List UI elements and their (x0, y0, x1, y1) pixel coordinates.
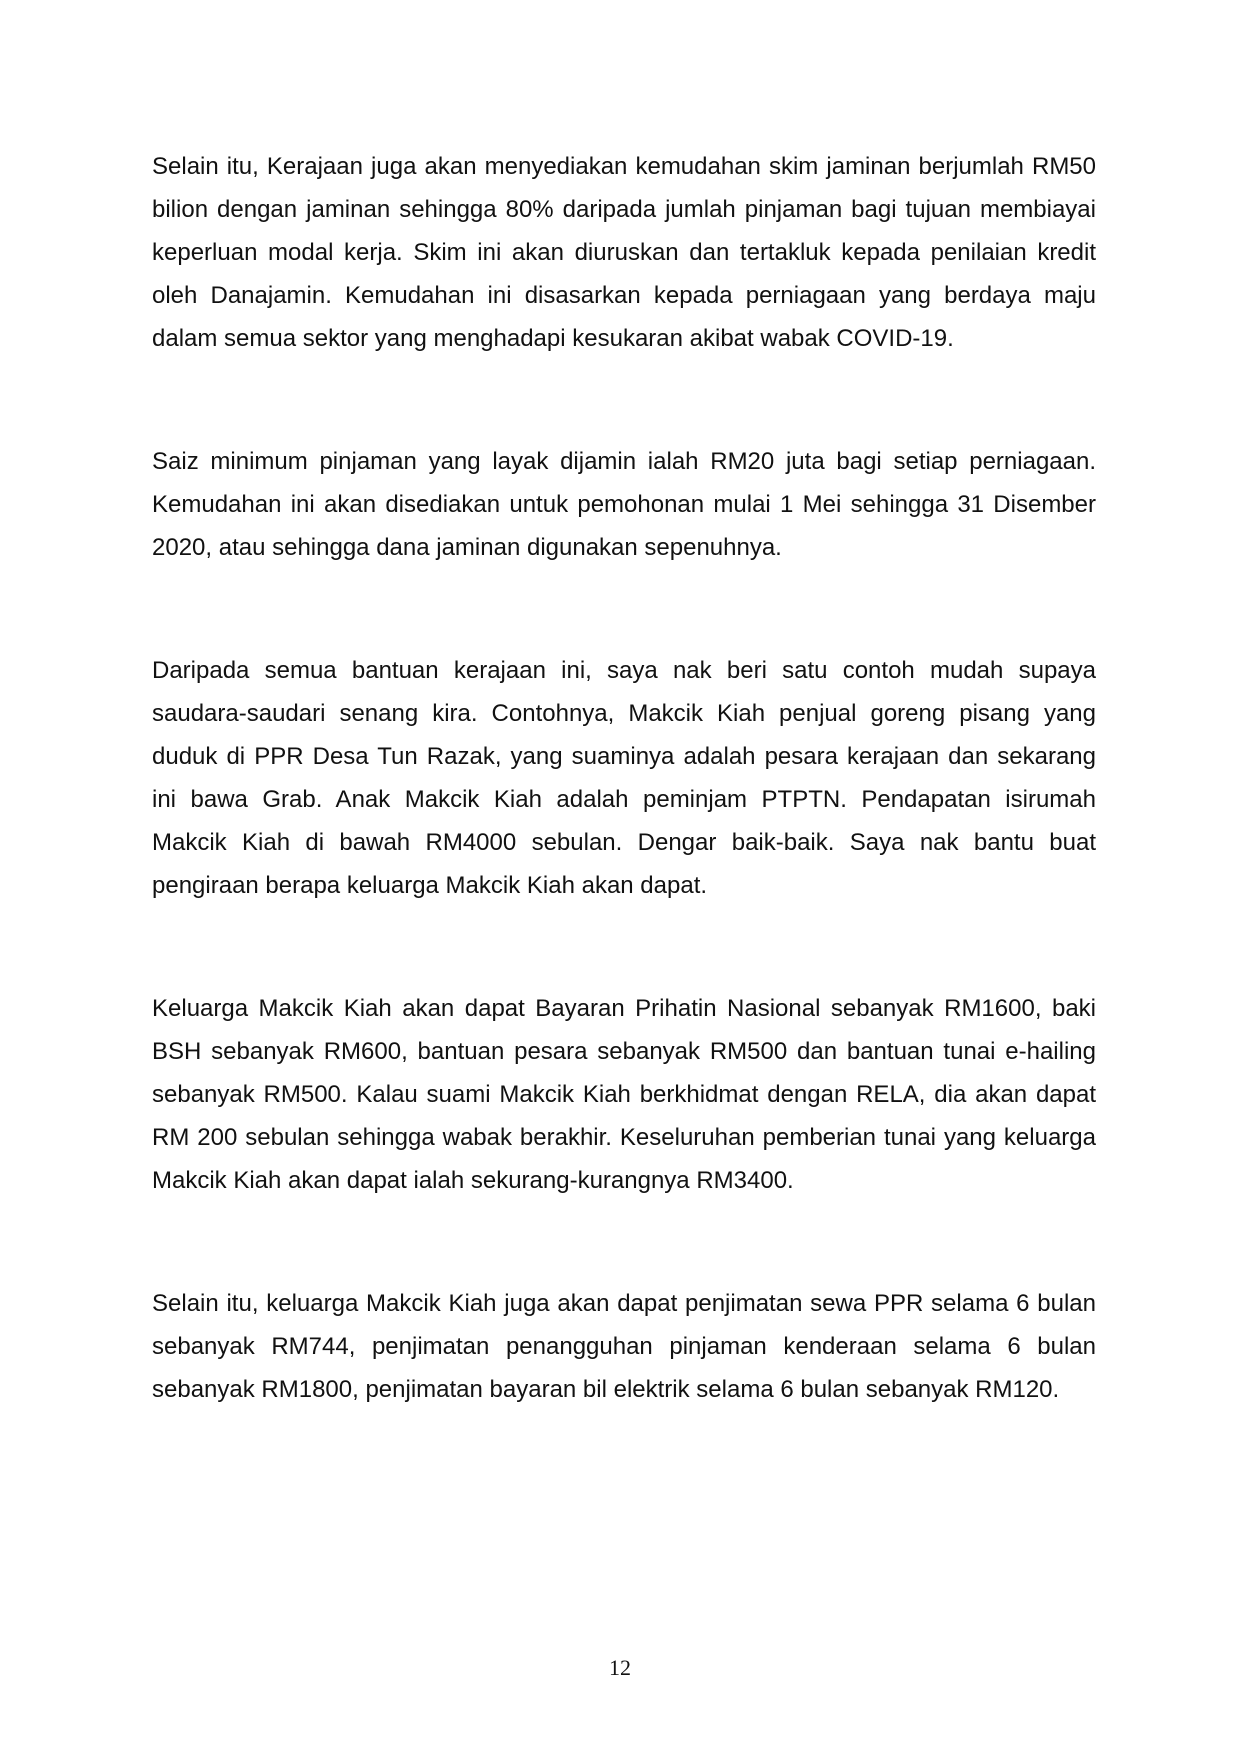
paragraph-cash-assistance: Keluarga Makcik Kiah akan dapat Bayaran Prihatin Nasional sebanyak RM1600, baki BSH sebanyak RM600, bantuan pesara sebanyak RM500 dan bantuan tunai e-hailing sebanyak RM500. Kalau suami Makcik Kiah berkhidmat dengan RELA, dia akan dapat RM 200 sebulan sehingga wabak berakhir. Keseluruhan pemberian tunai yang keluarga Makcik Kiah akan dapat ialah sekurang-kurangnya RM3400. (152, 995, 1096, 1194)
page-number: 12 (609, 1655, 631, 1680)
paragraph-minimum-loan: Saiz minimum pinjaman yang layak dijamin ialah RM20 juta bagi setiap perniagaan. Kemudahan ini akan disediakan untuk pemohonan mulai 1 Mei sehingga 31 Disember 2020, atau sehingga dana jaminan digunakan sepenuhnya. (152, 448, 1096, 561)
paragraph-makcik-kiah-example: Daripada semua bantuan kerajaan ini, saya nak beri satu contoh mudah supaya saudara-saudari senang kira. Contohnya, Makcik Kiah penjual goreng pisang yang duduk di PPR Desa Tun Razak, yang suaminya adalah pesara kerajaan dan sekarang ini bawa Grab. Anak Makcik Kiah adalah peminjam PTPTN. Pendapatan isirumah Makcik Kiah di bawah RM4000 sebulan. Dengar baik-baik. Saya nak bantu buat pengiraan berapa keluarga Makcik Kiah akan dapat. (152, 657, 1096, 899)
paragraph-savings: Selain itu, keluarga Makcik Kiah juga akan dapat penjimatan sewa PPR selama 6 bulan sebanyak RM744, penjimatan penangguhan pinjaman kenderaan selama 6 bulan sebanyak RM1800, penjimatan bayaran bil elektrik selama 6 bulan sebanyak RM120. (152, 1290, 1096, 1403)
document-body (152, 145, 1096, 1411)
paragraph-guarantee-scheme: Selain itu, Kerajaan juga akan menyediakan kemudahan skim jaminan berjumlah RM50 bilion dengan jaminan sehingga 80% daripada jumlah pinjaman bagi tujuan membiayai keperluan modal kerja. Skim ini akan diuruskan dan tertakluk kepada penilaian kredit oleh Danajamin. Kemudahan ini disasarkan kepada perniagaan yang berdaya maju dalam semua sektor yang menghadapi kesukaran akibat wabak COVID-19. (152, 153, 1096, 352)
